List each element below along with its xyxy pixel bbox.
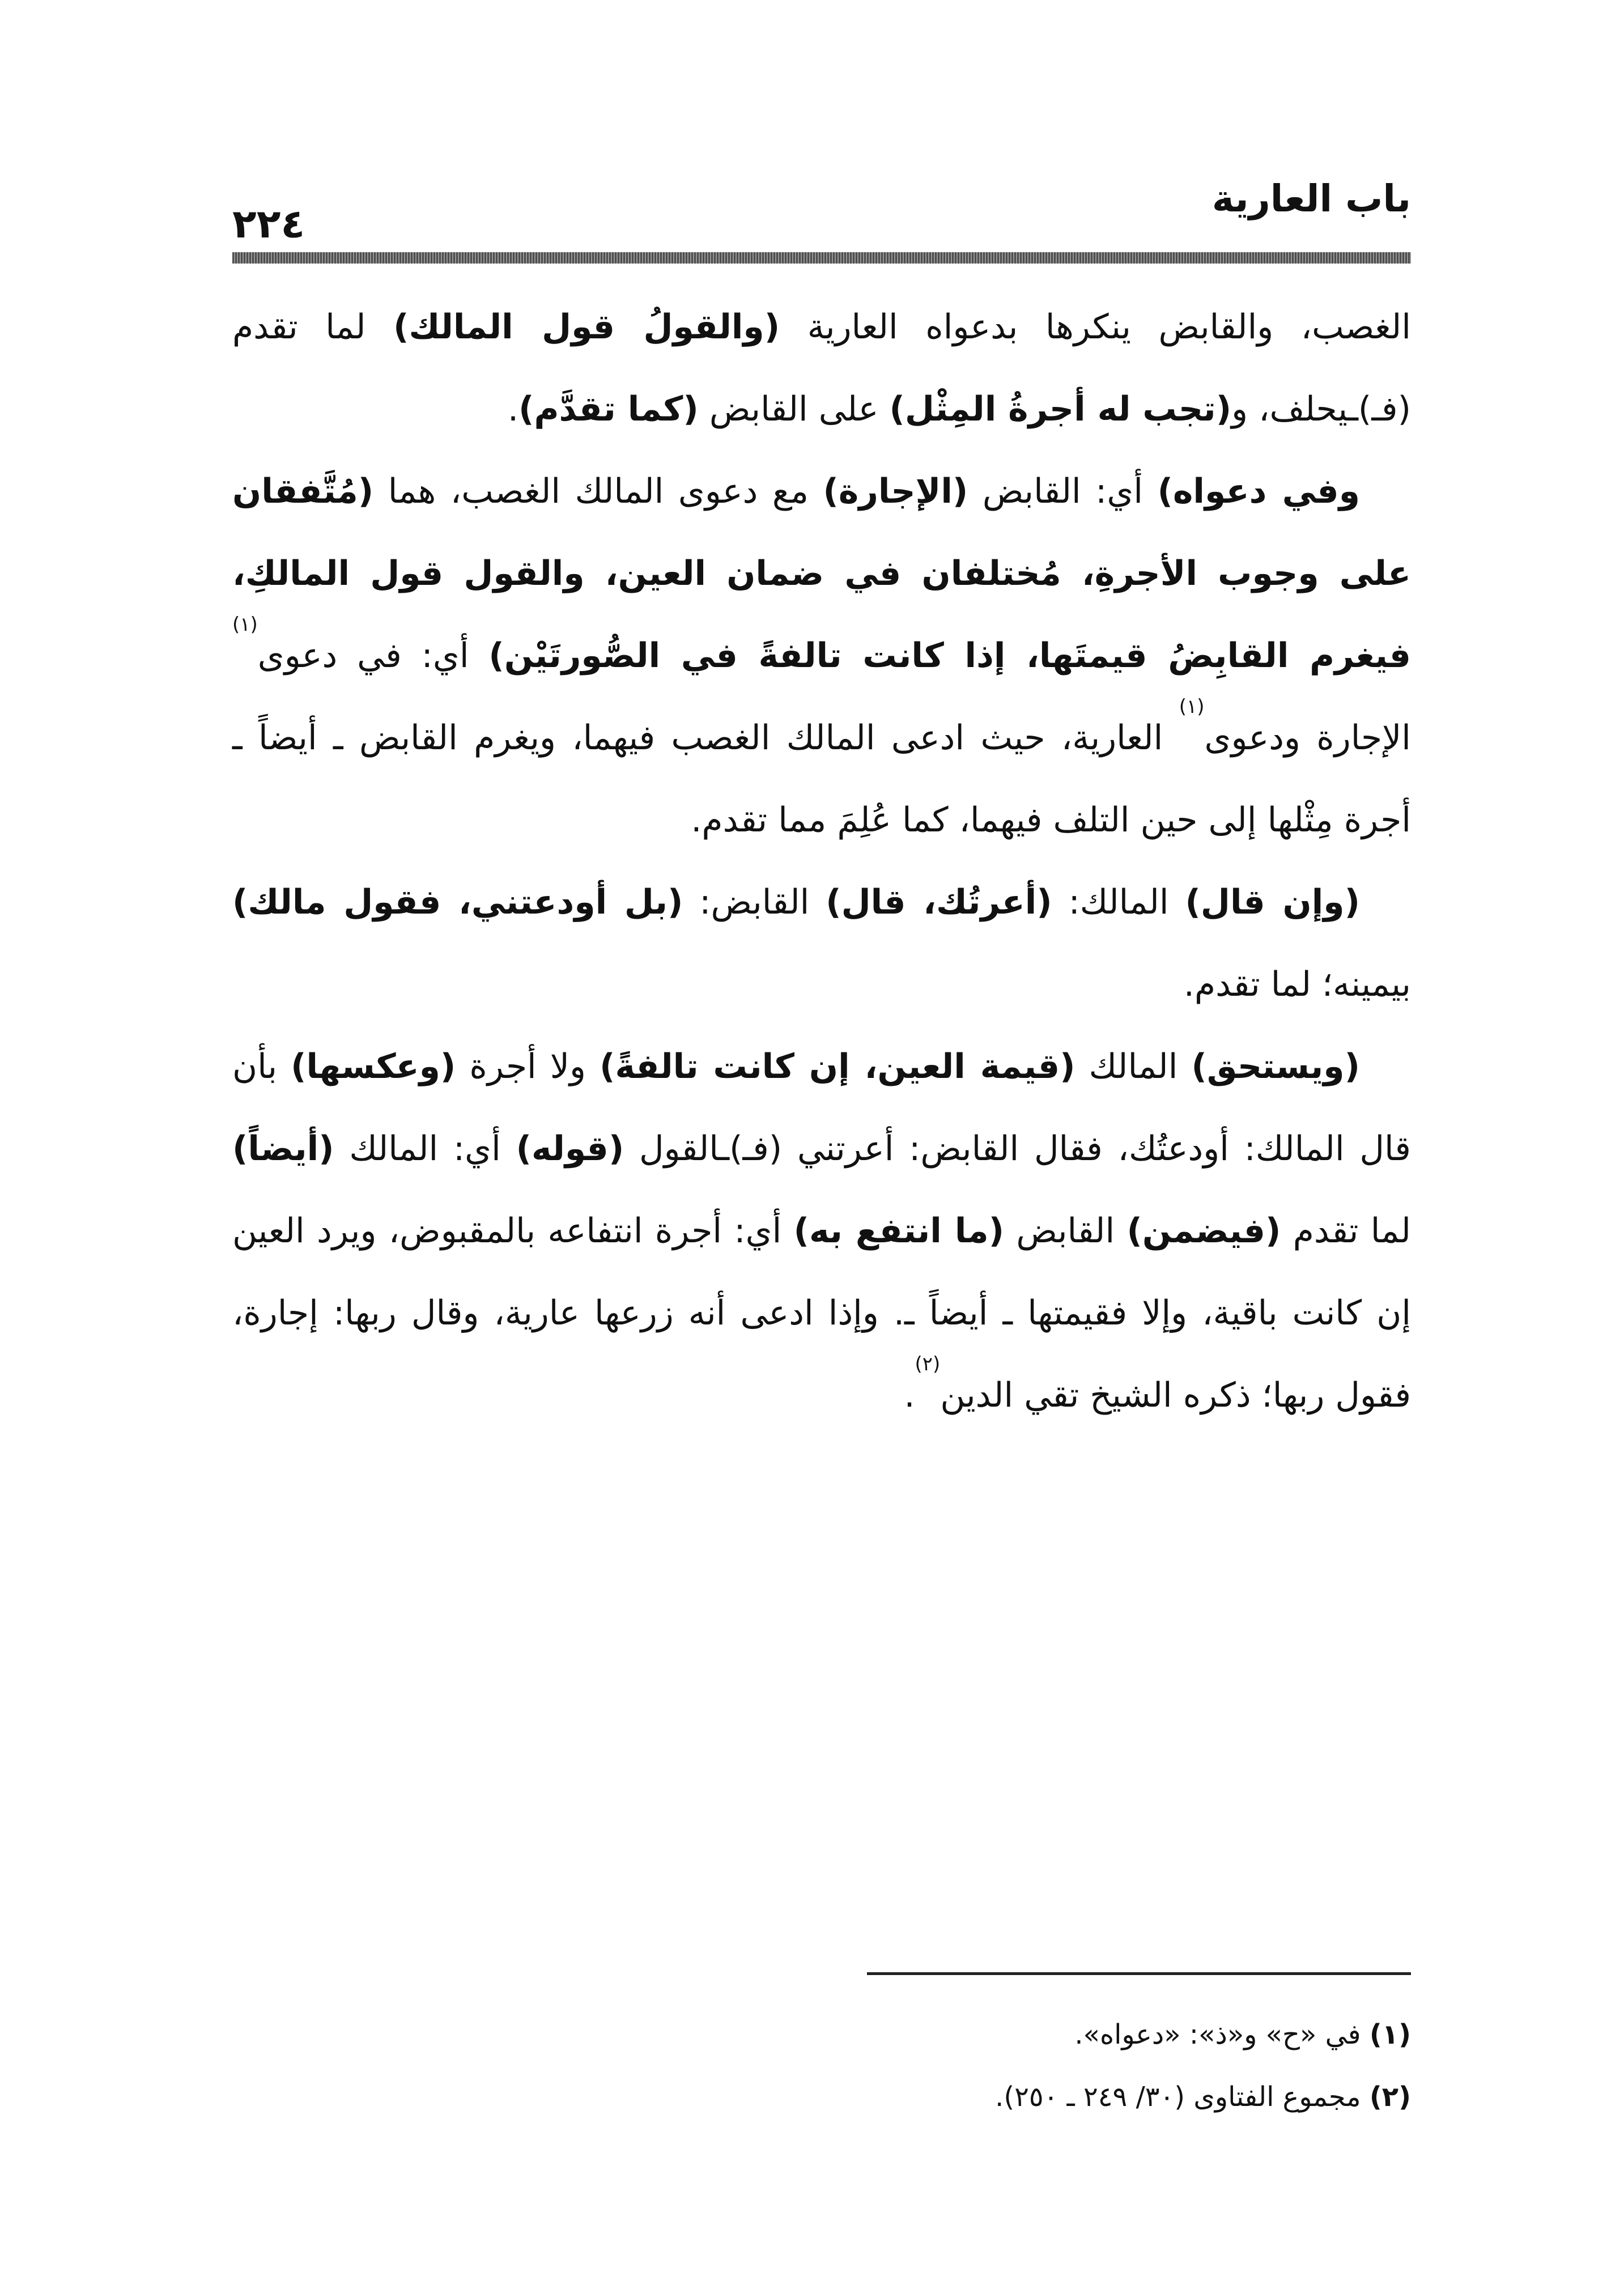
- bold-text: وفي دعواه): [1157, 472, 1360, 511]
- page-number: ٢٢٤: [232, 201, 305, 247]
- text-run: بيمينه؛ لما تقدم.: [1183, 965, 1411, 1004]
- bold-text: (بل أودعتني، فقول مالك): [232, 882, 683, 922]
- text-run: أي: في دعوى: [257, 636, 489, 676]
- bold-text: (والقولُ قول المالك): [393, 307, 780, 347]
- bold-text: (أيضاً): [232, 1129, 334, 1169]
- bold-text: (تجب له أجرةُ المِثْل): [889, 389, 1232, 429]
- bold-text: (أعرتُك، قال): [826, 882, 1052, 922]
- bold-text: (فيضمن): [1126, 1211, 1281, 1251]
- footnote-number: (١): [1369, 2019, 1411, 2050]
- bold-text: (قيمة العين، إن كانت تالفةً): [600, 1047, 1075, 1086]
- footnote-ref: (٢): [915, 1353, 941, 1375]
- paragraph: [232, 1026, 1411, 1437]
- bold-text: (قوله): [516, 1129, 624, 1169]
- text-run: أي: القابض: [968, 472, 1158, 511]
- text-run: القابض: [1004, 1211, 1127, 1251]
- text-run: على القابض: [698, 389, 890, 429]
- text-run: بأن قال المالك: أودعتُك، فقال القابض: أعرتني (فـ)ـالقول: [232, 1047, 1411, 1169]
- text-run: المالك: [1075, 1047, 1192, 1086]
- text-run: الإجارة ودعوى: [1204, 718, 1411, 758]
- chapter-title: باب العارية: [1211, 177, 1411, 220]
- text-run: ولا أجرة: [456, 1047, 600, 1086]
- text-run: .: [904, 1375, 915, 1415]
- text-run: لما تقدم (فـ)ـيحلف، و: [232, 307, 1411, 429]
- bold-text: (كما تقدَّم): [518, 389, 699, 429]
- text-run: مع دعوى المالك الغصب، هما: [373, 472, 823, 511]
- header-divider: [232, 252, 1411, 264]
- footnotes: [232, 2003, 1411, 2128]
- footnote-number: (٢): [1369, 2081, 1411, 2113]
- paragraph: [232, 286, 1411, 451]
- bold-text: (وعكسها): [291, 1047, 456, 1086]
- text-run: أي: أجرة انتفاعه بالمقبوض، ويرد العين إن كانت باقية، وإلا فقيمتها ـ أيضاً ـ. وإذا ادعى أنه زرعها عارية، وقال ربها: إجارة، فقول ربها؛ ذكره الشيخ تقي الدين: [232, 1211, 1411, 1415]
- paragraph: [232, 451, 1411, 861]
- footnote-divider: [867, 1972, 1411, 1975]
- footnote: [232, 2003, 1411, 2066]
- text-run: الغصب، والقابض ينكرها بدعواه العارية: [780, 307, 1411, 347]
- bold-text: (مُتَّفقان على وجوب الأجرةِ، مُختلفان في ضمان العين، والقول قول المالكِ، فيغرم القابِضُ قيمتَها، إذا كانت تالفةً في الصُّورتَيْن): [232, 472, 1412, 676]
- text-run: أي: المالك: [334, 1129, 516, 1169]
- footnote-text: مجموع الفتاوى (٣٠/ ٢٤٩ ـ ٢٥٠).: [995, 2081, 1361, 2113]
- paragraph: [232, 861, 1411, 1026]
- text-run: .: [507, 389, 519, 429]
- main-text: [232, 286, 1411, 1437]
- text-run: العارية، حيث ادعى المالك الغصب فيهما، ويغرم القابض ـ أيضاً ـ أجرة مِثْلها إلى حين التلف فيهما، كما عُلِمَ مما تقدم.: [232, 718, 1411, 840]
- footnote-ref: (١): [232, 613, 258, 636]
- bold-text: (الإجارة): [823, 472, 968, 511]
- bold-text: (وإن قال): [1185, 882, 1360, 922]
- text-run: المالك:: [1052, 882, 1185, 922]
- bold-text: (ويستحق): [1191, 1047, 1360, 1086]
- bold-text: (ما انتفع به): [793, 1211, 1005, 1251]
- footnote-ref: (١): [1179, 695, 1205, 718]
- text-run: القابض:: [683, 882, 826, 922]
- footnote-text: في «ح» و«ذ»: «دعواه».: [1074, 2019, 1361, 2050]
- footnote: [232, 2066, 1411, 2128]
- text-run: لما تقدم: [1281, 1211, 1411, 1251]
